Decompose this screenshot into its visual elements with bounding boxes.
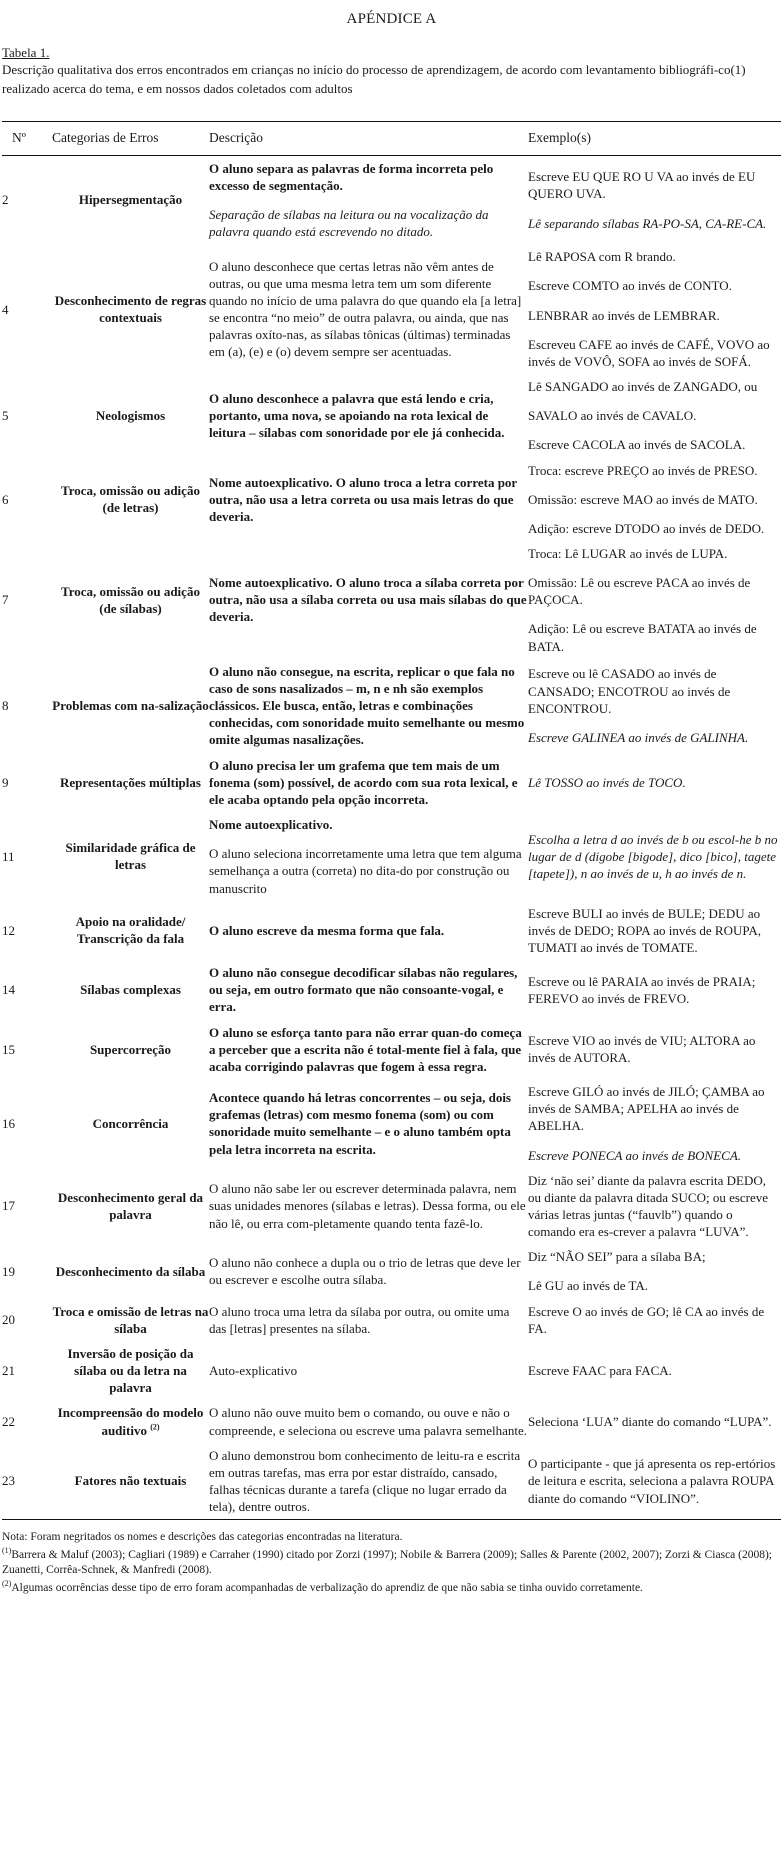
category-label: Inversão de posição da sílaba ou da letra na palavra (67, 1345, 194, 1396)
description-paragraph: Acontece quando há letras concorrentes – ou seja, dois grafemas (letras) com mesmo fonema (som) ou com sonoridade muito semelhante – e o aluno também opta pela letra incorreta na escrita. (209, 1090, 511, 1157)
row-examples (528, 659, 781, 753)
row-examples (528, 1299, 781, 1341)
row-number: 22 (2, 1413, 15, 1429)
example-paragraph: Adição: Lê ou escreve BATATA ao invés de BATA. (528, 621, 757, 654)
category-label: Concorrência (92, 1115, 169, 1131)
description-paragraph: O aluno não consegue decodificar sílabas não regulares, ou seja, em outro formato que não consoante-vogal, e erra. (209, 965, 518, 1015)
row-examples (528, 458, 781, 541)
row-examples (528, 244, 781, 374)
row-category (52, 659, 209, 753)
example-paragraph: Escreve ou lê PARAIA ao invés de PRAIA; FEREVO ao invés de FREVO. (528, 973, 756, 1006)
example-paragraph: Lê TOSSO ao invés de TOCO. (528, 774, 686, 790)
row-description (209, 1400, 528, 1442)
row-category (52, 155, 209, 244)
example-paragraph: Lê SANGADO ao invés de ZANGADO, ou (528, 379, 758, 395)
table-row (2, 1244, 781, 1298)
description-paragraph: Auto-explicativo (209, 1363, 298, 1379)
table-row (2, 155, 781, 244)
row-number: 8 (2, 698, 9, 714)
row-number: 15 (2, 1041, 15, 1057)
description-paragraph: Nome autoexplicativo. (209, 817, 333, 833)
row-number: 23 (2, 1473, 15, 1489)
table-row (2, 659, 781, 753)
row-category (52, 1244, 209, 1298)
row-description (209, 1244, 528, 1298)
example-paragraph: Troca: Lê LUGAR ao invés de LUPA. (528, 546, 728, 561)
row-category (52, 1299, 209, 1341)
table-header-row (2, 121, 781, 155)
category-label: Incompreensão do modelo auditivo (57, 1405, 204, 1438)
example-paragraph: Escreve COMTO ao invés de CONTO. (528, 278, 732, 294)
table-row (2, 244, 781, 374)
row-examples (528, 812, 781, 901)
row-description (209, 1443, 528, 1520)
row-examples (528, 1079, 781, 1168)
description-paragraph: O aluno troca uma letra da sílaba por outra, ou omite uma das [letras] presentes na sílaba. (209, 1303, 510, 1336)
example-paragraph: Escreve FAAC para FACA. (528, 1363, 672, 1379)
row-description (209, 541, 528, 659)
table-row (2, 458, 781, 541)
footnote-2-text: Algumas ocorrências desse tipo de erro foram acompanhadas de verbalização do aprendiz de que não sabia se tinha ouvido corretamente. (11, 1581, 643, 1594)
footnote-1 (2, 1546, 781, 1579)
row-description (209, 1299, 528, 1341)
row-category (52, 541, 209, 659)
example-paragraph: Escreve EU QUE RO U VA ao invés de EU QUERO UVA. (528, 169, 756, 202)
table-row (2, 1079, 781, 1168)
category-label: Troca, omissão ou adição (de letras) (61, 483, 200, 516)
table-row (2, 1400, 781, 1442)
row-examples (528, 960, 781, 1019)
category-label: Desconhecimento de regras contextuais (54, 293, 207, 326)
description-paragraph: O aluno se esforça tanto para não errar quan-do começa a perceber que a escrita não é total-mente fiel à fala, que acaba corrigindo palavras que fogem à essa regra. (209, 1024, 522, 1074)
description-paragraph: O aluno não consegue, na escrita, replicar o que fala no caso de sons nasalizados – m, n e nh são exemplos clássicos. Ele busca, então, letras e combinações conhecidas, com sonoridade muito semelhante ou mesmo omite algumas nasalizações. (209, 663, 525, 748)
row-examples (528, 1443, 781, 1520)
row-description (209, 1341, 528, 1400)
example-paragraph: Lê separando sílabas RA-PO-SA, CA-RE-CA. (528, 215, 767, 231)
category-footnote-marker: (2) (150, 1422, 160, 1432)
table-row (2, 960, 781, 1019)
example-paragraph: Escreve BULI ao invés de BULE; DEDU ao invés de DEDO; ROPA ao invés de ROUPA, TUMATI ao invés de TOMATE. (528, 905, 762, 955)
footnote-1-marker: (1) (2, 1545, 12, 1555)
category-label: Desconhecimento da sílaba (55, 1263, 206, 1279)
example-paragraph: Lê GU ao invés de TA. (528, 1278, 649, 1294)
header-examples: Exemplo(s) (528, 129, 591, 145)
row-number: 19 (2, 1263, 15, 1279)
row-category (52, 374, 209, 457)
category-label: Similaridade gráfica de letras (65, 840, 196, 873)
category-label: Desconhecimento geral da palavra (57, 1189, 204, 1222)
description-paragraph: O aluno escreve da mesma forma que fala. (209, 922, 445, 938)
row-description (209, 1079, 528, 1168)
row-number: 12 (2, 922, 15, 938)
example-paragraph: Troca: escreve PREÇO ao invés de PRESO. (528, 462, 758, 478)
row-category (52, 960, 209, 1019)
row-examples (528, 1400, 781, 1442)
example-paragraph: Diz “NÃO SEI” para a sílaba BA; (528, 1249, 706, 1265)
row-number: 14 (2, 982, 15, 998)
example-paragraph: Escreve O ao invés de GO; lê CA ao invés de FA. (528, 1303, 765, 1336)
footnote-1-text: Barrera & Maluf (2003); Cagliari (1989) e Carraher (1990) citado por Zorzi (1997); Nobile & Barrera (2009); Salles & Parente (2002, 2007); Zorzi & Ciasca (2008); Zuanetti, Corrêa-Schnek, & Manfredi (2008). (2, 1548, 773, 1577)
row-number: 4 (2, 301, 9, 317)
example-paragraph: Diz ‘não sei’ diante da palavra escrita DEDO, ou diante da palavra ditada SUCO; ou escreve várias letras juntas (“fauvlb”) quando o comando era es-crever a palavra “LUVA”. (528, 1172, 769, 1240)
appendix-title: APÉNDICE A (346, 11, 437, 27)
description-paragraph: O aluno seleciona incorretamente uma letra que tem alguma semelhança a outra (correta) no dita-do por construção ou manuscrito (209, 846, 522, 896)
row-description (209, 659, 528, 753)
description-paragraph: O aluno precisa ler um grafema que tem mais de um fonema (som) possível, de acordo com sua rota lexical, e ele acaba optando pela opção incorreta. (209, 757, 518, 807)
row-examples (528, 753, 781, 812)
row-examples (528, 374, 781, 457)
category-label: Troca, omissão ou adição (de sílabas) (61, 583, 200, 616)
category-label: Problemas com na-salização (52, 698, 209, 714)
example-paragraph: Escreve PONECA ao invés de BONECA. (528, 1147, 742, 1163)
row-description (209, 155, 528, 244)
row-category (52, 753, 209, 812)
example-paragraph: Seleciona ‘LUA” diante do comando “LUPA”. (528, 1413, 772, 1429)
category-label: Hipersegmentação (78, 192, 183, 208)
table-row (2, 901, 781, 960)
row-category (52, 1168, 209, 1245)
description-paragraph: O aluno não ouve muito bem o comando, ou ouve e não o compreende, e seleciona ou escreve uma palavra semelhante. (209, 1405, 527, 1438)
row-number: 17 (2, 1198, 15, 1214)
row-category (52, 812, 209, 901)
row-number: 9 (2, 774, 9, 790)
row-category (52, 1020, 209, 1079)
header-description: Descrição (209, 129, 263, 145)
category-label: Apoio na oralidade/ Transcrição da fala (75, 914, 186, 947)
row-description (209, 374, 528, 457)
example-paragraph: LENBRAR ao invés de LEMBRAR. (528, 307, 720, 323)
note-bold-explanation: Nota: Foram negritados os nomes e descrições das categorias encontradas na literatura. (2, 1531, 403, 1544)
row-number: 16 (2, 1115, 15, 1131)
category-label: Sílabas complexas (80, 982, 181, 998)
table-row (2, 541, 781, 659)
row-examples (528, 1020, 781, 1079)
row-category (52, 1443, 209, 1520)
table-row (2, 374, 781, 457)
row-number: 11 (2, 848, 15, 864)
footnote-2 (2, 1579, 781, 1596)
row-number: 2 (2, 192, 9, 208)
example-paragraph: Escreve VIO ao invés de VIU; ALTORA ao invés de AUTORA. (528, 1033, 756, 1066)
example-paragraph: Omissão: escreve MAO ao invés de MATO. (528, 491, 758, 507)
table-row (2, 753, 781, 812)
example-paragraph: Escreve ou lê CASADO ao invés de CANSADO; ENCOTROU ao invés de ENCONTROU. (528, 666, 731, 716)
example-paragraph: O participante - que já apresenta os rep-ertórios de leitura e escrita, seleciona a palavra ROUPA diante do comando “VIOLINO”. (528, 1456, 776, 1506)
table-row (2, 1299, 781, 1341)
table-body (2, 155, 781, 1520)
row-number: 21 (2, 1363, 15, 1379)
category-label: Fatores não textuais (74, 1473, 187, 1489)
row-category (52, 1400, 209, 1442)
row-description (209, 753, 528, 812)
table-row (2, 1020, 781, 1079)
row-description (209, 960, 528, 1019)
example-paragraph: Escolha a letra d ao invés de b ou escol-he b no lugar de d (digobe [bigode], dico [bico], tagete [tapete]), n ao invés de u, h ao invés de n. (528, 831, 778, 881)
example-paragraph: Escreve CACOLA ao invés de SACOLA. (528, 437, 746, 453)
description-paragraph: O aluno desconhece a palavra que está lendo e cria, portanto, uma nova, se apoiando na rota lexical de leitura – sílabas com sonoridade por ele já conhecida. (209, 391, 505, 441)
row-category (52, 458, 209, 541)
description-paragraph: O aluno demonstrou bom conhecimento de leitu-ra e escrita em outras tarefas, mas erra por estar distraído, cansado, falhas técnicas durante a tarefa (clique no lugar errado da tela), dentre outros. (209, 1447, 521, 1515)
table-row (2, 1168, 781, 1245)
category-label: Troca e omissão de letras na sílaba (52, 1303, 209, 1336)
table-row (2, 812, 781, 901)
row-description (209, 244, 528, 374)
example-paragraph: Escreveu CAFE ao invés de CAFÉ, VOVO ao invés de VOVÔ, SOFA ao invés de SOFÁ. (528, 336, 770, 369)
row-description (209, 458, 528, 541)
table-caption: Descrição qualitativa dos erros encontrados em crianças no início do processo de aprendizagem, de acordo com levantamento bibliográfi-co(1) realizado acerca do tema, e em nossos dados coletados com adultos (2, 62, 746, 96)
description-paragraph: O aluno separa as palavras de forma incorreta pelo excesso de segmentação. (209, 160, 494, 193)
category-label: Neologismos (95, 408, 166, 424)
row-number: 7 (2, 592, 9, 608)
example-paragraph: Adição: escreve DTODO ao invés de DEDO. (528, 520, 765, 536)
header-num: Nº (12, 129, 26, 145)
description-paragraph: Separação de sílabas na leitura ou na vocalização da palavra quando está escrevendo no ditado. (209, 206, 489, 240)
example-paragraph: Omissão: Lê ou escreve PACA ao invés de PAÇOCA. (528, 575, 751, 608)
example-paragraph: Escreve GALINEA ao invés de GALINHA. (528, 729, 749, 745)
description-paragraph: O aluno não sabe ler ou escrever determinada palavra, nem suas unidades menores (sílabas e letras). Dessa forma, ou ele não lê, ou erra com-pletamente quando tenta fazê-lo. (209, 1181, 526, 1231)
description-paragraph: O aluno desconhece que certas letras não vêm antes de outras, ou que uma mesma letra tem um som diferente quando no início de uma palavra do que quando ela [a letra] se encontra “no meio” de outra palavra, ou ainda, que nas palavras oxíto-nas, as sílabas tônicas (últimas) terminadas em (a), (e) e (o) devem sempre ser acentuadas. (209, 258, 522, 360)
row-category (52, 901, 209, 960)
row-examples (528, 1341, 781, 1400)
row-examples (528, 155, 781, 244)
row-category (52, 244, 209, 374)
row-examples (528, 541, 781, 659)
row-examples (528, 1168, 781, 1245)
category-label: Supercorreção (89, 1041, 172, 1057)
footnote-2-marker: (2) (2, 1578, 12, 1588)
description-paragraph: Nome autoexplicativo. O aluno troca a letra correta por outra, não usa a letra correta ou usa mais letras do que deveria. (209, 474, 517, 524)
row-description (209, 1168, 528, 1245)
description-paragraph: Nome autoexplicativo. O aluno troca a sílaba correta por outra, não usa a sílaba correta ou usa mais sílabas do que deveria. (209, 575, 527, 625)
row-description (209, 812, 528, 901)
category-label: Representações múltiplas (60, 774, 201, 790)
example-paragraph: Escreve GILÓ ao invés de JILÓ; ÇAMBA ao invés de SAMBA; APELHA ao invés de ABELHA. (528, 1084, 765, 1134)
example-paragraph: SAVALO ao invés de CAVALO. (528, 408, 697, 424)
row-number: 20 (2, 1312, 15, 1328)
error-categories-table (2, 121, 781, 1521)
table-notes (2, 1530, 781, 1596)
row-number: 6 (2, 491, 9, 507)
header-category: Categorias de Erros (52, 129, 159, 145)
row-examples (528, 1244, 781, 1298)
table-row (2, 1341, 781, 1400)
row-number: 5 (2, 408, 9, 424)
table-row (2, 1443, 781, 1520)
description-paragraph: O aluno não conhece a dupla ou o trio de letras que deve ler ou escrever e escolhe outra sílaba. (209, 1255, 521, 1288)
row-examples (528, 901, 781, 960)
row-category (52, 1341, 209, 1400)
row-category (52, 1079, 209, 1168)
example-paragraph: Lê RAPOSA com R brando. (528, 249, 676, 265)
row-description (209, 901, 528, 960)
table-label: Tabela 1. (2, 45, 50, 60)
row-description (209, 1020, 528, 1079)
